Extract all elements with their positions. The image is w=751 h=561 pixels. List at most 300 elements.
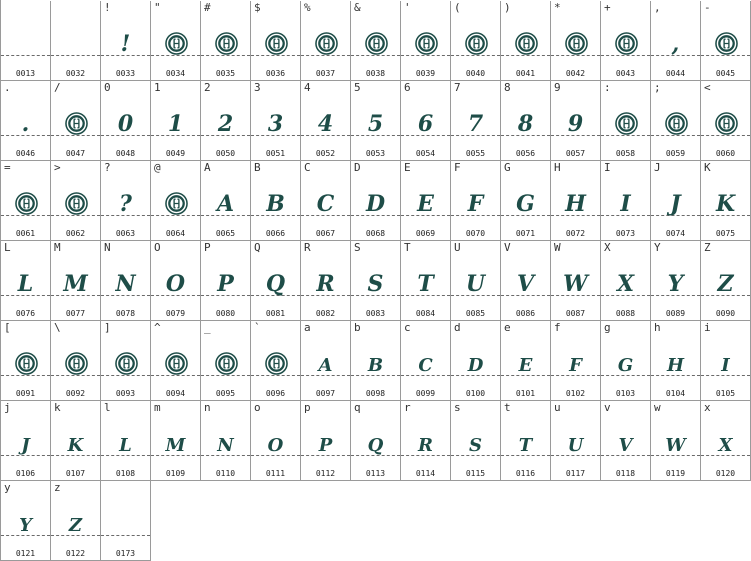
glyph-code: 0068 (365, 229, 386, 238)
notdef-box-icon (165, 192, 188, 215)
glyph-code: 0114 (415, 469, 436, 478)
notdef-box-icon (615, 112, 638, 135)
notdef-box-icon (15, 352, 38, 375)
glyph-cell-label: ! (104, 1, 111, 14)
glyph-cell-label: _ (204, 321, 211, 334)
glyph-sample: Q (265, 271, 286, 297)
glyph-cell (1, 81, 51, 161)
glyph-code: 0112 (315, 469, 336, 478)
glyph-cell-label: X (604, 241, 611, 254)
glyph-code: 0080 (215, 309, 236, 318)
glyph-code: 0099 (415, 389, 436, 398)
glyph-code: 0039 (415, 69, 436, 78)
glyph-sample: 0 (117, 111, 134, 137)
glyph-baseline (151, 375, 200, 376)
glyph-code: 0056 (515, 149, 536, 158)
notdef-box-icon (515, 32, 538, 55)
glyph-cell (651, 321, 701, 401)
glyph-cell-label: 9 (554, 81, 561, 94)
glyph-code: 0096 (265, 389, 286, 398)
glyph-cell (701, 241, 751, 321)
glyph-sample: M (63, 271, 88, 297)
glyph-sample: C (418, 355, 433, 376)
glyph-cell-label: + (604, 1, 611, 14)
glyph-code: 0042 (565, 69, 586, 78)
glyph-code: 0109 (165, 469, 186, 478)
glyph-sample: Z (68, 515, 83, 536)
notdef-box-icon (215, 32, 238, 55)
glyph-code: 0118 (615, 469, 636, 478)
glyph-sample: P (217, 271, 234, 297)
glyph-cell-label: S (354, 241, 361, 254)
glyph-cell (101, 1, 151, 81)
glyph-cell-label: I (604, 161, 611, 174)
glyph-cell (401, 401, 451, 481)
glyph-code: 0061 (15, 229, 36, 238)
glyph-code: 0069 (415, 229, 436, 238)
glyph-sample: C (316, 191, 335, 217)
glyph-sample: E (518, 355, 533, 376)
glyph-cell-label: 1 (154, 81, 161, 94)
glyph-code: 0067 (315, 229, 336, 238)
glyph-baseline (51, 375, 100, 376)
glyph-code: 0071 (515, 229, 536, 238)
glyph-cell-label: > (54, 161, 61, 174)
glyph-sample: 5 (367, 111, 384, 137)
glyph-code: 0059 (665, 149, 686, 158)
glyph-cell (151, 241, 201, 321)
glyph-cell (601, 81, 651, 161)
glyph-baseline (451, 55, 500, 56)
glyph-code: 0048 (115, 149, 136, 158)
glyph-cell-label: " (154, 1, 161, 14)
glyph-code: 0083 (365, 309, 386, 318)
glyph-cell (651, 161, 701, 241)
glyph-cell (251, 81, 301, 161)
glyph-cell-label: a (304, 321, 311, 334)
glyph-code: 0070 (465, 229, 486, 238)
glyph-cell-label: ( (454, 1, 461, 14)
glyph-code: 0117 (565, 469, 586, 478)
glyph-cell (51, 321, 101, 401)
glyph-cell-label: h (654, 321, 661, 334)
glyph-cell-label: 0 (104, 81, 111, 94)
glyph-code: 0043 (615, 69, 636, 78)
glyph-cell (451, 1, 501, 81)
glyph-sample: V (516, 271, 535, 297)
glyph-cell (351, 161, 401, 241)
glyph-cell (601, 1, 651, 81)
glyph-code: 0110 (215, 469, 236, 478)
glyph-cell-label: k (54, 401, 61, 414)
glyph-cell-label: t (504, 401, 511, 414)
glyph-code: 0107 (65, 469, 86, 478)
glyph-sample: L (17, 271, 34, 297)
glyph-cell (101, 401, 151, 481)
glyph-cell (501, 401, 551, 481)
glyph-cell (451, 161, 501, 241)
glyph-cell-label: K (704, 161, 711, 174)
glyph-code: 0041 (515, 69, 536, 78)
glyph-sample: N (217, 435, 234, 456)
glyph-cell (501, 321, 551, 401)
notdef-box-icon (15, 192, 38, 215)
glyph-cell-label: . (4, 81, 11, 94)
glyph-code: 0104 (665, 389, 686, 398)
glyph-baseline (701, 135, 750, 136)
glyph-cell (401, 1, 451, 81)
glyph-cell (651, 1, 701, 81)
glyph-cell-label: y (4, 481, 11, 494)
glyph-cell (701, 401, 751, 481)
glyph-cell-label: g (604, 321, 611, 334)
glyph-sample: 4 (317, 111, 334, 137)
glyph-cell (51, 401, 101, 481)
glyph-baseline (651, 135, 700, 136)
glyph-cell (201, 241, 251, 321)
glyph-cell-label: G (504, 161, 511, 174)
glyph-code: 0095 (215, 389, 236, 398)
glyph-cell (301, 321, 351, 401)
glyph-baseline (51, 55, 100, 56)
glyph-cell-label: l (104, 401, 111, 414)
glyph-code: 0106 (15, 469, 36, 478)
glyph-code: 0082 (315, 309, 336, 318)
glyph-code: 0050 (215, 149, 236, 158)
glyph-cell (151, 81, 201, 161)
glyph-code: 0103 (615, 389, 636, 398)
glyph-code: 0049 (165, 149, 186, 158)
glyph-cell-label: p (304, 401, 311, 414)
glyph-cell-label: x (704, 401, 711, 414)
glyph-cell (351, 241, 401, 321)
glyph-cell-label: E (404, 161, 411, 174)
notdef-box-icon (65, 352, 88, 375)
glyph-cell-label: / (54, 81, 61, 94)
glyph-code: 0045 (715, 69, 736, 78)
glyph-sample: W (563, 271, 588, 297)
glyph-code: 0120 (715, 469, 736, 478)
glyph-sample: X (718, 435, 733, 456)
glyph-cell (551, 241, 601, 321)
glyph-code: 0060 (715, 149, 736, 158)
glyph-code: 0097 (315, 389, 336, 398)
glyph-code: 0119 (665, 469, 686, 478)
glyph-code: 0093 (115, 389, 136, 398)
glyph-cell-label: n (204, 401, 211, 414)
glyph-baseline (1, 55, 50, 56)
glyph-code: 0078 (115, 309, 136, 318)
glyph-cell-label: i (704, 321, 711, 334)
glyph-code: 0046 (15, 149, 36, 158)
glyph-cell-label: 2 (204, 81, 211, 94)
glyph-cell (501, 241, 551, 321)
glyph-sample: T (518, 435, 533, 456)
glyph-sample: R (316, 271, 335, 297)
glyph-cell (351, 321, 401, 401)
glyph-cell (401, 321, 451, 401)
glyph-code: 0047 (65, 149, 86, 158)
glyph-sample: K (715, 191, 736, 217)
glyph-sample: P (318, 435, 333, 456)
notdef-box-icon (265, 32, 288, 55)
glyph-cell (51, 481, 101, 561)
glyph-cell-label: ' (404, 1, 411, 14)
glyph-baseline (201, 55, 250, 56)
glyph-sample: , (671, 31, 680, 57)
glyph-cell (151, 1, 201, 81)
glyph-sample: Y (667, 271, 684, 297)
glyph-baseline (151, 215, 200, 216)
glyph-cell (151, 321, 201, 401)
glyph-cell-label: * (554, 1, 561, 14)
glyph-cell (251, 321, 301, 401)
glyph-baseline (401, 55, 450, 56)
glyph-code: 0091 (15, 389, 36, 398)
glyph-cell-label: P (204, 241, 211, 254)
glyph-code: 0052 (315, 149, 336, 158)
notdef-box-icon (165, 32, 188, 55)
glyph-sample: L (119, 435, 132, 456)
glyph-cell (1, 1, 51, 81)
glyph-cell (551, 321, 601, 401)
glyph-baseline (151, 55, 200, 56)
glyph-cell-label: 3 (254, 81, 261, 94)
glyph-sample: 6 (417, 111, 434, 137)
glyph-cell-label: U (454, 241, 461, 254)
glyph-cell-label: # (204, 1, 211, 14)
glyph-cell-label: 8 (504, 81, 511, 94)
glyph-cell-label: 5 (354, 81, 361, 94)
glyph-baseline (701, 55, 750, 56)
glyph-cell (451, 241, 501, 321)
glyph-cell-label: , (654, 1, 661, 14)
glyph-cell (451, 401, 501, 481)
glyph-cell (601, 401, 651, 481)
glyph-code: 0098 (365, 389, 386, 398)
glyph-cell (251, 401, 301, 481)
glyph-baseline (301, 55, 350, 56)
glyph-cell-label: D (354, 161, 361, 174)
glyph-code: 0073 (615, 229, 636, 238)
glyph-baseline (351, 55, 400, 56)
glyph-cell (151, 161, 201, 241)
glyph-baseline (601, 135, 650, 136)
glyph-cell-label: Y (654, 241, 661, 254)
glyph-cell-label: r (404, 401, 411, 414)
glyph-cell (701, 1, 751, 81)
glyph-baseline (1, 215, 50, 216)
glyph-code: 0088 (615, 309, 636, 318)
glyph-sample: Q (367, 435, 384, 456)
glyph-sample: R (418, 435, 433, 456)
glyph-sample: B (367, 355, 384, 376)
glyph-cell-label: f (554, 321, 561, 334)
glyph-cell-label: z (54, 481, 61, 494)
glyph-cell-label: ^ (154, 321, 161, 334)
glyph-sample: U (465, 271, 486, 297)
glyph-code: 0064 (165, 229, 186, 238)
glyph-sample: M (165, 435, 186, 456)
notdef-box-icon (65, 112, 88, 135)
notdef-box-icon (465, 32, 488, 55)
glyph-cell (501, 1, 551, 81)
glyph-sample: 3 (267, 111, 284, 137)
glyph-cell (651, 81, 701, 161)
glyph-cell (451, 81, 501, 161)
glyph-sample: G (617, 355, 634, 376)
notdef-box-icon (365, 32, 388, 55)
glyph-code: 0054 (415, 149, 436, 158)
glyph-sample: D (365, 191, 386, 217)
glyph-cell-label: m (154, 401, 161, 414)
glyph-cell (101, 321, 151, 401)
notdef-box-icon (615, 32, 638, 55)
glyph-cell (51, 1, 101, 81)
glyph-sample: T (417, 271, 434, 297)
glyph-cell-label: j (4, 401, 11, 414)
glyph-code: 0089 (665, 309, 686, 318)
glyph-cell (551, 161, 601, 241)
glyph-code: 0035 (215, 69, 236, 78)
glyph-cell-label: o (254, 401, 261, 414)
glyph-cell-label: s (454, 401, 461, 414)
glyph-cell (551, 81, 601, 161)
glyph-sample: 1 (167, 111, 184, 137)
glyph-baseline (601, 55, 650, 56)
glyph-sample: O (165, 271, 186, 297)
glyph-cell (551, 401, 601, 481)
glyph-cell (501, 161, 551, 241)
glyph-cell (51, 161, 101, 241)
glyph-code: 0122 (65, 549, 86, 558)
glyph-sample: 8 (517, 111, 534, 137)
glyph-cell-label: c (404, 321, 411, 334)
glyph-sample: ? (119, 191, 132, 217)
glyph-cell-label: 6 (404, 81, 411, 94)
glyph-sample: ! (120, 31, 131, 57)
glyph-cell-label: v (604, 401, 611, 414)
glyph-cell-label: F (454, 161, 461, 174)
glyph-baseline (101, 535, 150, 536)
glyph-code: 0081 (265, 309, 286, 318)
glyph-cell (1, 481, 51, 561)
glyph-cell (601, 321, 651, 401)
glyph-baseline (251, 55, 300, 56)
glyph-sample: 9 (567, 111, 584, 137)
notdef-box-icon (165, 352, 188, 375)
glyph-cell-label: : (604, 81, 611, 94)
glyph-cell (301, 401, 351, 481)
glyph-code: 0032 (65, 69, 86, 78)
notdef-box-icon (715, 32, 738, 55)
glyph-cell (601, 241, 651, 321)
glyph-code: 0040 (465, 69, 486, 78)
glyph-cell (51, 81, 101, 161)
glyph-baseline (51, 215, 100, 216)
glyph-cell (451, 321, 501, 401)
glyph-cell (251, 1, 301, 81)
glyph-baseline (501, 55, 550, 56)
glyph-cell (201, 401, 251, 481)
glyph-baseline (551, 55, 600, 56)
glyph-sample: 2 (217, 111, 234, 137)
glyph-code: 0051 (265, 149, 286, 158)
glyph-code: 0102 (565, 389, 586, 398)
glyph-code: 0033 (115, 69, 136, 78)
glyph-cell (601, 161, 651, 241)
glyph-cell (351, 81, 401, 161)
glyph-code: 0116 (515, 469, 536, 478)
glyph-code: 0079 (165, 309, 186, 318)
glyph-cell (351, 1, 401, 81)
glyph-cell-label: T (404, 241, 411, 254)
glyph-sample: D (467, 355, 484, 376)
notdef-box-icon (65, 192, 88, 215)
glyph-sample: K (67, 435, 84, 456)
glyph-sample: S (469, 435, 482, 456)
glyph-cell (201, 1, 251, 81)
glyph-cell (201, 81, 251, 161)
glyph-code: 0111 (265, 469, 286, 478)
glyph-sample: J (21, 435, 30, 456)
glyph-cell (151, 401, 201, 481)
glyph-code: 0058 (615, 149, 636, 158)
glyph-cell-label: O (154, 241, 161, 254)
glyph-code: 0087 (565, 309, 586, 318)
glyph-cell (701, 321, 751, 401)
glyph-sample: 7 (467, 111, 484, 137)
glyph-cell-label: C (304, 161, 311, 174)
glyph-cell-label: b (354, 321, 361, 334)
glyph-cell-label: q (354, 401, 361, 414)
glyph-sample: A (216, 191, 235, 217)
glyph-sample: E (417, 191, 434, 217)
glyph-cell-label: Q (254, 241, 261, 254)
glyph-code: 0113 (365, 469, 386, 478)
glyph-code: 0075 (715, 229, 736, 238)
notdef-box-icon (415, 32, 438, 55)
glyph-code: 0044 (665, 69, 686, 78)
glyph-cell (251, 241, 301, 321)
glyph-code: 0121 (15, 549, 36, 558)
glyph-cell (401, 161, 451, 241)
glyph-cell-label: ] (104, 321, 111, 334)
notdef-box-icon (565, 32, 588, 55)
glyph-cell (701, 161, 751, 241)
glyph-cell (1, 161, 51, 241)
glyph-code: 0055 (465, 149, 486, 158)
glyph-cell (301, 1, 351, 81)
glyph-code: 0086 (515, 309, 536, 318)
glyph-sample: H (666, 355, 684, 376)
glyph-code: 0074 (665, 229, 686, 238)
glyph-cell-label: - (704, 1, 711, 14)
notdef-box-icon (665, 112, 688, 135)
glyph-cell-label: H (554, 161, 561, 174)
glyph-sample: G (516, 191, 535, 217)
glyph-sample: F (467, 191, 484, 217)
glyph-cell-label: Z (704, 241, 711, 254)
glyph-code: 0094 (165, 389, 186, 398)
glyph-cell (301, 81, 351, 161)
glyph-code: 0036 (265, 69, 286, 78)
glyph-cell-label: u (554, 401, 561, 414)
glyph-cell-label: ) (504, 1, 511, 14)
glyph-cell-label: R (304, 241, 311, 254)
glyph-code: 0090 (715, 309, 736, 318)
glyph-cell (101, 481, 151, 561)
